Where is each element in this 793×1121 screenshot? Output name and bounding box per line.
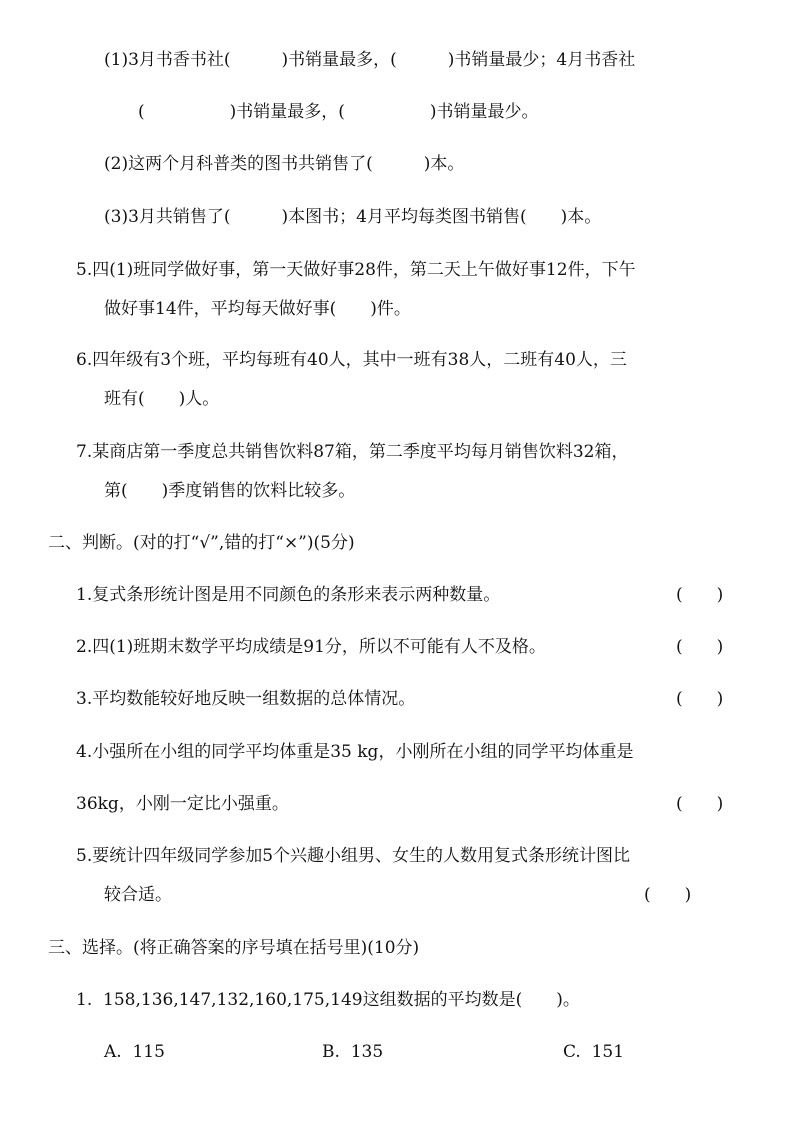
question-4-sub1-line1: (1)3月书香书社( )书销量最多，( )书销量最少；4月书香社 bbox=[104, 50, 636, 70]
question-5-line1: 5.四(1)班同学做好事，第一天做好事28件，第二天上午做好事12件，下午 bbox=[76, 260, 636, 280]
question-4-sub1-line2: ( )书销量最多，( )书销量最少。 bbox=[138, 102, 539, 122]
judge-answer-paren-4[interactable]: ( ) bbox=[676, 794, 724, 814]
choice-option-b: B. 135 bbox=[322, 1042, 384, 1062]
question-4-sub2: (2)这两个月科普类的图书共销售了( )本。 bbox=[104, 154, 465, 174]
choice-option-a: A. 115 bbox=[104, 1042, 165, 1062]
judge-answer-paren-2[interactable]: ( ) bbox=[676, 637, 724, 657]
question-6-line1: 6.四年级有3个班，平均每班有40人，其中一班有38人，二班有40人，三 bbox=[76, 350, 627, 370]
judge-question-4-line1: 4.小强所在小组的同学平均体重是35 kg，小刚所在小组的同学平均体重是 bbox=[76, 742, 634, 762]
question-5-line2: 做好事14件，平均每天做好事( )件。 bbox=[104, 299, 411, 319]
choice-question-1: 1. 158,136,147,132,160,175,149这组数据的平均数是( )。 bbox=[76, 990, 580, 1010]
judge-question-2: 2.四(1)班期末数学平均成绩是91分，所以不可能有人不及格。 bbox=[76, 637, 546, 657]
judge-question-4-line2: 36kg，小刚一定比小强重。 bbox=[76, 794, 289, 814]
question-7-line1: 7.某商店第一季度总共销售饮料87箱，第二季度平均每月销售饮料32箱， bbox=[76, 442, 629, 462]
question-7-line2: 第( )季度销售的饮料比较多。 bbox=[104, 481, 356, 501]
section-3-heading: 三、选择。(将正确答案的序号填在括号里)(10分) bbox=[48, 938, 420, 958]
judge-question-5-line1: 5.要统计四年级同学参加5个兴趣小组男、女生的人数用复式条形统计图比 bbox=[76, 846, 631, 866]
section-2-heading: 二、判断。(对的打“√”,错的打“×”)(5分) bbox=[48, 533, 355, 553]
choice-option-c: C. 151 bbox=[563, 1042, 625, 1062]
question-6-line2: 班有( )人。 bbox=[104, 389, 220, 409]
judge-answer-paren-5[interactable]: ( ) bbox=[644, 885, 692, 905]
judge-answer-paren-3[interactable]: ( ) bbox=[676, 689, 724, 709]
judge-question-1: 1.复式条形统计图是用不同颜色的条形来表示两种数量。 bbox=[76, 585, 501, 605]
judge-question-5-line2: 较合适。 bbox=[104, 885, 172, 905]
judge-question-3: 3.平均数能较好地反映一组数据的总体情况。 bbox=[76, 689, 416, 709]
question-4-sub3: (3)3月共销售了( )本图书；4月平均每类图书销售( )本。 bbox=[104, 207, 602, 227]
judge-answer-paren-1[interactable]: ( ) bbox=[676, 585, 724, 605]
